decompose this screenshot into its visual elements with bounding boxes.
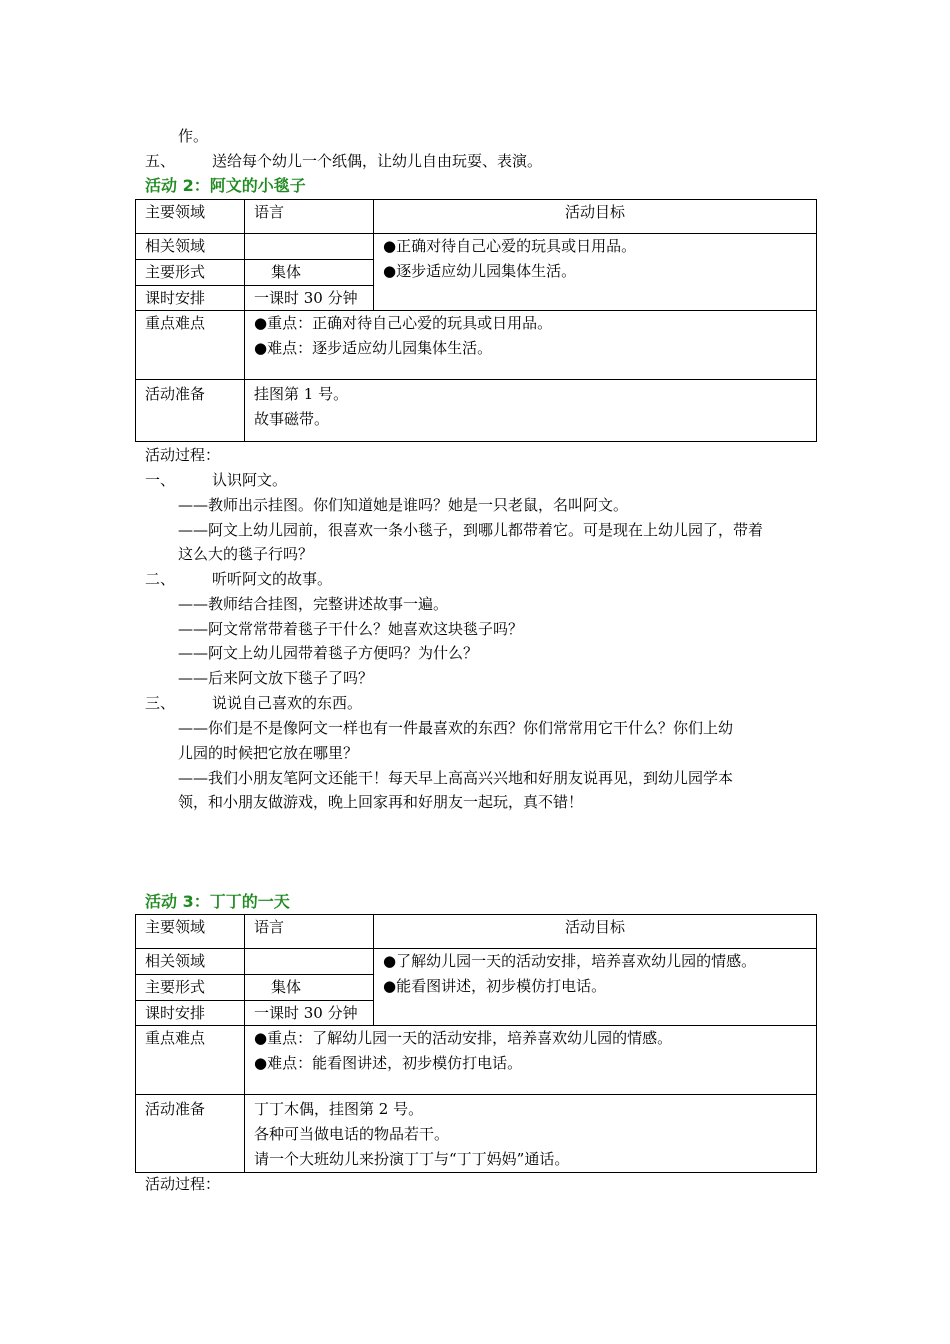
key-points-label: 重点难点 [136, 1026, 245, 1095]
activity-3-heading: 活动 3：丁丁的一天 [145, 892, 290, 911]
goals-cell [374, 949, 817, 1026]
related-label: 相关领域 [136, 949, 245, 975]
goal-item: ●逐步适应幼儿园集体生活。 [383, 261, 577, 280]
related-value [245, 234, 374, 260]
activity-2-heading: 活动 2：阿文的小毯子 [145, 176, 306, 195]
step-line: 领，和小朋友做游戏，晚上回家再和好朋友一起玩，真不错！ [178, 793, 584, 811]
time-value: 一课时 30 分钟 [245, 1000, 374, 1026]
step-line: ——教师结合挂图，完整讲述故事一遍。 [178, 595, 449, 613]
step-line: 儿园的时候把它放在哪里？ [178, 744, 359, 762]
key-points-label: 重点难点 [136, 311, 245, 380]
time-label: 课时安排 [136, 285, 245, 311]
goals-cell [374, 234, 817, 311]
domain-label: 主要领域 [136, 915, 245, 949]
prep-label: 活动准备 [136, 380, 245, 442]
activity-3-table [135, 914, 817, 1173]
prep-cell [245, 380, 817, 442]
prep-item: 丁丁木偶，挂图第 2 号。 [254, 1100, 424, 1119]
activity-2-table [135, 199, 817, 442]
related-value [245, 949, 374, 975]
step-title: 听听阿文的故事。 [212, 570, 333, 588]
step-text: 送给每个幼儿一个纸偶，让幼儿自由玩耍、表演。 [212, 152, 543, 170]
continuation-line: 作。 [178, 127, 209, 145]
step-number: 一、 [145, 471, 176, 489]
key-points-cell [245, 311, 817, 380]
step-line: ——我们小朋友笔阿文还能干！每天早上高高兴兴地和好朋友说再见，到幼儿园学本 [178, 769, 734, 787]
step-line: ——阿文上幼儿园带着毯子方便吗？为什么？ [178, 644, 479, 662]
domain-label: 主要领域 [136, 200, 245, 234]
step-line: ——后来阿文放下毯子了吗？ [178, 669, 374, 687]
step-line: ——阿文常常带着毯子干什么？她喜欢这块毯子吗？ [178, 620, 524, 638]
step-number: 二、 [145, 570, 176, 588]
form-value: 集体 [245, 974, 374, 1000]
goals-header: 活动目标 [374, 915, 817, 949]
step-line: ——你们是不是像阿文一样也有一件最喜欢的东西？你们常常用它干什么？你们上幼 [178, 719, 734, 737]
time-value: 一课时 30 分钟 [245, 285, 374, 311]
step-line: ——教师出示挂图。你们知道她是谁吗？她是一只老鼠，名叫阿文。 [178, 496, 629, 514]
step-number: 三、 [145, 694, 176, 712]
step-title: 说说自己喜欢的东西。 [212, 694, 363, 712]
key-point: ●重点：正确对待自己心爱的玩具或日用品。 [254, 314, 553, 333]
prep-cell [245, 1095, 817, 1173]
domain-value: 语言 [245, 200, 374, 234]
step-line: ——阿文上幼儿园前，很喜欢一条小毯子，到哪儿都带着它。可是现在上幼儿园了，带着 [178, 521, 764, 539]
goal-item: ●能看图讲述，初步模仿打电话。 [383, 976, 607, 995]
step-number: 五、 [145, 152, 176, 170]
process-label: 活动过程： [145, 1175, 221, 1193]
goals-header: 活动目标 [374, 200, 817, 234]
difficult-point: ●难点：能看图讲述，初步模仿打电话。 [254, 1054, 523, 1073]
step-line: 这么大的毯子行吗？ [178, 545, 314, 563]
time-label: 课时安排 [136, 1000, 245, 1026]
process-label: 活动过程： [145, 446, 221, 464]
goal-item: ●了解幼儿园一天的活动安排，培养喜欢幼儿园的情感。 [383, 952, 757, 970]
form-value: 集体 [245, 259, 374, 285]
goal-item: ●正确对待自己心爱的玩具或日用品。 [383, 237, 637, 255]
prep-item: 故事磁带。 [254, 410, 330, 429]
prep-label: 活动准备 [136, 1095, 245, 1173]
form-label: 主要形式 [136, 259, 245, 285]
prep-item: 请一个大班幼儿来扮演丁丁与“丁丁妈妈”通话。 [254, 1149, 570, 1168]
key-points-cell [245, 1026, 817, 1095]
prep-item: 各种可当做电话的物品若干。 [254, 1125, 450, 1144]
step-title: 认识阿文。 [212, 471, 288, 489]
prep-item: 挂图第 1 号。 [254, 385, 349, 404]
related-label: 相关领域 [136, 234, 245, 260]
difficult-point: ●难点：逐步适应幼儿园集体生活。 [254, 339, 493, 358]
key-point: ●重点：了解幼儿园一天的活动安排，培养喜欢幼儿园的情感。 [254, 1029, 673, 1048]
form-label: 主要形式 [136, 974, 245, 1000]
domain-value: 语言 [245, 915, 374, 949]
